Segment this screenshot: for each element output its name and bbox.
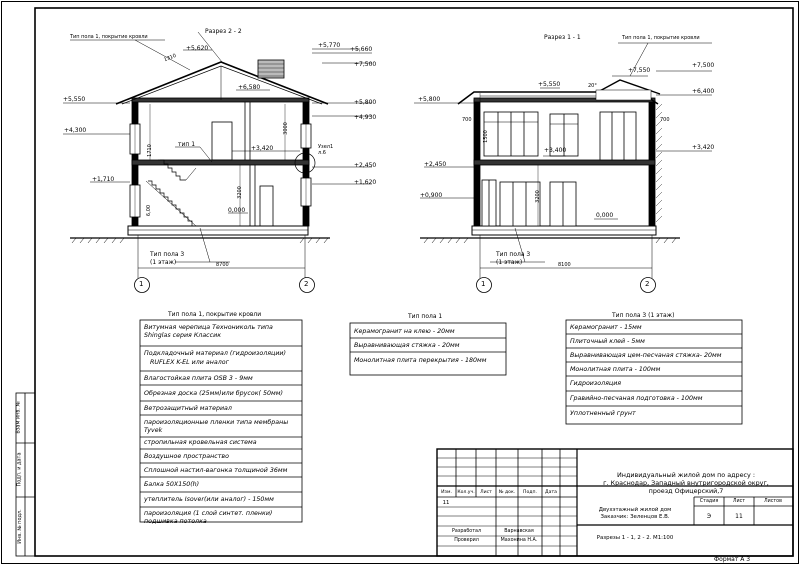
sheet-format: Формат А 3 — [714, 556, 751, 563]
level-mark: +4,930 — [354, 114, 377, 121]
level-mark: +7,550 — [628, 67, 651, 74]
base-callout: Тип пола 3 — [150, 251, 185, 258]
dim-label: 3200 — [534, 190, 541, 203]
roof-layer: подшивка потолка — [144, 518, 207, 525]
node-label: Узел1 — [318, 144, 334, 150]
roof-layer: стропильная кровельная система — [144, 439, 257, 446]
level-mark: +5,620 — [186, 45, 209, 52]
floor1-table-title: Тип пола 1 — [408, 313, 443, 320]
section-1-1 — [414, 43, 715, 293]
stamp-replace-inv: Взам инв. № — [15, 401, 22, 434]
checker-role: Проверил — [454, 538, 479, 543]
axis-1-label: 1 — [139, 280, 144, 288]
developer-role: Разработал — [451, 529, 482, 534]
sheet-number: 11 — [735, 513, 743, 520]
roof-layer: Shinglas серия Классик — [144, 332, 222, 339]
dim-label: 20° — [588, 83, 597, 89]
section-1-1-roof-callout: Тип пола 1, покрытие кровли — [622, 35, 700, 41]
floor1-layer: Монолитная плита перекрытия - 180мм — [354, 357, 487, 364]
level-mark: +3,400 — [544, 147, 567, 154]
roof-layer: Подкладочный материал (гидроизоляции) — [144, 350, 286, 357]
level-mark: +5,660 — [350, 46, 373, 53]
project-address-2: проезд Офицерский,7 — [648, 487, 724, 495]
section-1-1-title: Разрез 1 - 1 — [544, 34, 581, 41]
sheet-title: Разрезы 1 - 1, 2 - 2. М1:100 — [596, 535, 674, 541]
level-mark: +2,450 — [354, 162, 377, 169]
roof-layer: утеплитель Isover(или аналог) - 150мм — [144, 496, 274, 503]
floor3-layer: Выравнивающая цем-песчаная стяжка- 20мм — [570, 352, 722, 359]
axis-2-label: 2 — [304, 280, 309, 288]
roof-layer: Влагостойкая плита OSB 3 - 9мм — [144, 375, 253, 382]
level-mark: +1,620 — [354, 179, 377, 186]
level-mark: +1,710 — [92, 176, 115, 183]
roof-layer: Ветрозащитный материал — [144, 405, 232, 412]
floor3-layer: Плиточный клей - 5мм — [570, 338, 645, 345]
developer-name: Варнавская — [504, 529, 534, 534]
dim-label: 1710 — [146, 144, 153, 157]
roof-layer: Обрезная доска (25мм)или брусок( 50мм) — [144, 390, 283, 397]
project-address-1: г. Краснодар, Западный внутригородской округ, — [603, 479, 769, 487]
checker-name: Махонина Н.А. — [500, 538, 538, 543]
list-header: Лист — [732, 499, 746, 504]
level-mark: +4,300 — [64, 127, 87, 134]
dim-label: 1500 — [482, 130, 489, 143]
dim-label: 3000 — [282, 122, 289, 135]
level-mark: +5,770 — [318, 42, 341, 49]
dim-label: 6,00 — [146, 204, 153, 217]
floor1-layer: Керамогранит на клею - 20мм — [354, 328, 455, 335]
level-mark: +5,800 — [418, 96, 441, 103]
level-mark: +7,500 — [354, 61, 377, 68]
floor3-layer: Уплотненный грунт — [570, 410, 636, 417]
axis-1-label: 1 — [481, 280, 486, 288]
section-2-2-roof-callout: Тип пола 1, покрытие кровли — [70, 34, 148, 40]
floor3-layer: Гравийно-песчаная подготовка - 100мм — [570, 395, 703, 402]
level-mark: +5,800 — [354, 99, 377, 106]
col-doc: № док. — [498, 490, 516, 495]
floor3-table-title: Тип пола 3 (1 этаж) — [612, 312, 675, 319]
floor3-layer: Монолитная плита - 100мм — [570, 366, 661, 373]
col-list: Лист — [480, 490, 492, 495]
col-kol: Кол.уч. — [457, 490, 475, 495]
roof-layer: Сплошной настил-вагонка толщиной 36мм — [144, 467, 288, 474]
dim-label: 3200 — [236, 186, 243, 199]
dim-label: 1310 — [163, 52, 178, 64]
floor-callout: тип 1 — [178, 141, 196, 148]
level-mark: +5,550 — [63, 96, 86, 103]
level-mark: 0,000 — [228, 207, 246, 214]
section-2-2-title: Разрез 2 - 2 — [205, 28, 242, 35]
level-mark: +7,500 — [692, 62, 715, 69]
lists-header: Листов — [764, 499, 782, 504]
roof-layer: пароизоляция (1 слой синтет. пленки) — [144, 510, 273, 517]
stamp-sign-date: Подп. и дата — [16, 452, 23, 487]
roof-layer: RUFLEX K-EL или аналог — [150, 359, 229, 366]
level-mark: +6,580 — [238, 84, 261, 91]
node-sheet: л.6 — [318, 150, 326, 156]
stage-header: Стадия — [699, 499, 719, 504]
level-mark: +3,420 — [692, 144, 715, 151]
axis-dimension: 8700 — [216, 262, 229, 268]
roof-table-title: Тип пола 1, покрытие кровли — [168, 311, 262, 318]
level-mark: +6,400 — [692, 88, 715, 95]
floor3-layer: Гидроизоляция — [570, 380, 622, 387]
col-date: Дата — [545, 490, 557, 495]
axis-dimension: 8100 — [558, 262, 571, 268]
roof-layer: Витумная черепица Технониколь типа — [144, 324, 273, 331]
base-callout-2: (1 этаж) — [150, 259, 177, 266]
level-mark: +2,450 — [424, 161, 447, 168]
dim-label: 700 — [462, 117, 472, 123]
customer-name: Заказчик: Зеленцов Е.В. — [600, 514, 670, 520]
roof-layer: Tyvek — [144, 427, 163, 434]
object-name: Двухэтажный жилой дом — [598, 507, 672, 513]
floor3-layer: Керамогранит - 15мм — [570, 324, 642, 331]
stage-value: Э — [706, 513, 712, 520]
axis-2-label: 2 — [645, 280, 650, 288]
level-mark: +0,900 — [420, 192, 443, 199]
base-callout: Тип пола 3 — [496, 251, 531, 258]
base-callout-2: (1 этаж) — [496, 259, 523, 266]
roof-layer: пароизоляционные пленки типа мембраны — [144, 419, 289, 426]
level-mark: +5,550 — [538, 81, 561, 88]
row-number: 11 — [442, 500, 450, 506]
level-mark: +3,420 — [251, 145, 274, 152]
floor1-layer: Выравнивающая стяжка - 20мм — [354, 342, 460, 349]
roof-layer: Балка 50Х150(h) — [144, 481, 200, 488]
col-sign: Подп. — [523, 490, 537, 495]
project-name: Индивидуальный жилой дом по адресу : — [616, 471, 756, 479]
col-izm: Изм. — [441, 490, 452, 495]
level-mark: 0,000 — [596, 212, 614, 219]
roof-layer: Воздушное пространство — [144, 453, 229, 460]
dim-label: 700 — [660, 117, 670, 123]
section-2-2 — [63, 32, 372, 293]
stamp-orig-inv: Инв. № подл. — [16, 509, 23, 544]
